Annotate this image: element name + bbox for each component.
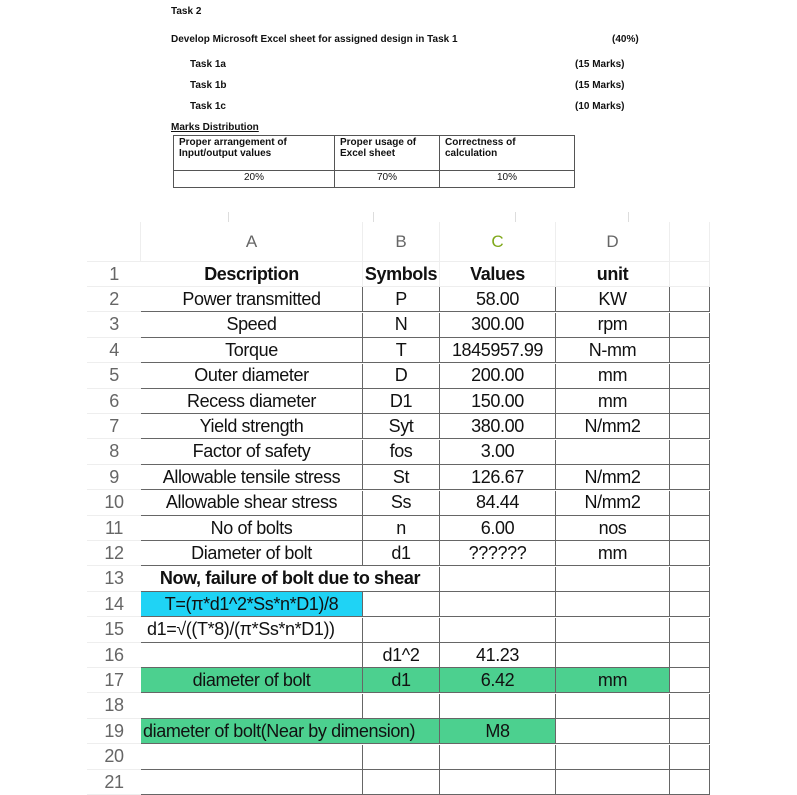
cell-a2[interactable]: Power transmitted bbox=[141, 287, 363, 312]
cell-c21[interactable] bbox=[440, 770, 556, 795]
cell-a10[interactable]: Allowable shear stress bbox=[141, 491, 363, 516]
table-row bbox=[87, 516, 797, 541]
cell-c17[interactable]: 6.42 bbox=[440, 668, 556, 693]
cell-a20[interactable] bbox=[141, 745, 363, 770]
cell-c9[interactable]: 126.67 bbox=[440, 465, 556, 490]
table-row bbox=[87, 414, 797, 439]
cell-a17[interactable]: diameter of bolt bbox=[141, 668, 363, 693]
cell-b1[interactable]: Symbols bbox=[363, 262, 440, 287]
column-header-b[interactable]: B bbox=[363, 222, 440, 262]
table-row bbox=[87, 668, 797, 693]
divider bbox=[628, 212, 629, 222]
cell-d10[interactable]: N/mm2 bbox=[556, 491, 670, 516]
cell-c5[interactable]: 200.00 bbox=[440, 364, 556, 389]
cell-b21[interactable] bbox=[363, 770, 440, 795]
cell-e4[interactable] bbox=[670, 338, 710, 363]
cell-d21[interactable] bbox=[556, 770, 670, 795]
cell-e21[interactable] bbox=[670, 770, 710, 795]
cell-c10[interactable]: 84.44 bbox=[440, 491, 556, 516]
divider bbox=[228, 212, 229, 222]
row-header[interactable]: 6 bbox=[87, 389, 141, 414]
row-header[interactable]: 13 bbox=[87, 567, 141, 592]
marks-header: Correctness of calculation bbox=[440, 136, 575, 171]
cell-e5[interactable] bbox=[670, 364, 710, 389]
cell-d18[interactable] bbox=[556, 694, 670, 719]
cell-d5[interactable]: mm bbox=[556, 364, 670, 389]
cell-e10[interactable] bbox=[670, 491, 710, 516]
cell-d1[interactable]: unit bbox=[556, 262, 670, 287]
table-row bbox=[87, 313, 797, 338]
column-header-e[interactable] bbox=[670, 222, 710, 262]
cell-c6[interactable]: 150.00 bbox=[440, 389, 556, 414]
cell-a21[interactable] bbox=[141, 770, 363, 795]
cell-b4[interactable]: T bbox=[363, 338, 440, 363]
cell-e8[interactable] bbox=[670, 440, 710, 465]
cell-c1[interactable]: Values bbox=[440, 262, 556, 287]
cell-b12[interactable]: d1 bbox=[363, 541, 440, 566]
marks-header: Proper usage of Excel sheet bbox=[335, 136, 440, 171]
row-header[interactable]: 9 bbox=[87, 465, 141, 490]
cell-a3[interactable]: Speed bbox=[141, 313, 363, 338]
cell-a9[interactable]: Allowable tensile stress bbox=[141, 465, 363, 490]
cell-c12[interactable]: ?????? bbox=[440, 541, 556, 566]
marks-distribution-table bbox=[173, 135, 575, 188]
row-header[interactable]: 17 bbox=[87, 668, 141, 693]
column-header-a[interactable]: A bbox=[141, 222, 363, 262]
subtask-marks: (15 Marks) bbox=[575, 80, 625, 91]
cell-d20[interactable] bbox=[556, 745, 670, 770]
row-header[interactable]: 12 bbox=[87, 541, 141, 566]
cell-c18[interactable] bbox=[440, 694, 556, 719]
table-row bbox=[87, 364, 797, 389]
cell-e2[interactable] bbox=[670, 287, 710, 312]
marks-header: Proper arrangement of Input/output values bbox=[174, 136, 335, 171]
cell-d15[interactable] bbox=[556, 618, 670, 643]
row-header[interactable]: 19 bbox=[87, 719, 141, 744]
cell-b10[interactable]: Ss bbox=[363, 491, 440, 516]
cell-b7[interactable]: Syt bbox=[363, 414, 440, 439]
table-row bbox=[87, 694, 797, 719]
cell-b14[interactable] bbox=[363, 592, 440, 617]
subtask-label: Task 1c bbox=[190, 101, 226, 112]
cell-d6[interactable]: mm bbox=[556, 389, 670, 414]
marks-value: 20% bbox=[174, 171, 335, 188]
cell-b2[interactable]: P bbox=[363, 287, 440, 312]
cell-e18[interactable] bbox=[670, 694, 710, 719]
table-row bbox=[87, 719, 797, 744]
row-header[interactable]: 18 bbox=[87, 694, 141, 719]
subtask-label: Task 1a bbox=[190, 59, 226, 70]
table-row bbox=[87, 389, 797, 414]
marks-value: 70% bbox=[335, 171, 440, 188]
row-header[interactable]: 1 bbox=[87, 262, 141, 287]
cell-a12[interactable]: Diameter of bolt bbox=[141, 541, 363, 566]
cell-d3[interactable]: rpm bbox=[556, 313, 670, 338]
cell-b5[interactable]: D bbox=[363, 364, 440, 389]
cell-b11[interactable]: n bbox=[363, 516, 440, 541]
cell-d4[interactable]: N-mm bbox=[556, 338, 670, 363]
row-header[interactable]: 2 bbox=[87, 287, 141, 312]
divider bbox=[515, 212, 516, 222]
row-header[interactable]: 16 bbox=[87, 643, 141, 668]
cell-a13[interactable]: Now, failure of bolt due to shear bbox=[141, 567, 440, 592]
cell-a4[interactable]: Torque bbox=[141, 338, 363, 363]
cell-c19[interactable]: M8 bbox=[440, 719, 556, 744]
table-row bbox=[87, 541, 797, 566]
table-row bbox=[87, 440, 797, 465]
cell-b17[interactable]: d1 bbox=[363, 668, 440, 693]
cell-e12[interactable] bbox=[670, 541, 710, 566]
cell-a7[interactable]: Yield strength bbox=[141, 414, 363, 439]
cell-c7[interactable]: 380.00 bbox=[440, 414, 556, 439]
cell-b9[interactable]: St bbox=[363, 465, 440, 490]
row-header[interactable]: 5 bbox=[87, 364, 141, 389]
cell-a5[interactable]: Outer diameter bbox=[141, 364, 363, 389]
cell-d16[interactable] bbox=[556, 643, 670, 668]
cell-c11[interactable]: 6.00 bbox=[440, 516, 556, 541]
column-header-d[interactable]: D bbox=[556, 222, 670, 262]
cell-c13[interactable] bbox=[440, 567, 556, 592]
cell-a18[interactable] bbox=[141, 694, 363, 719]
cell-d8[interactable] bbox=[556, 440, 670, 465]
cell-b3[interactable]: N bbox=[363, 313, 440, 338]
cell-a16[interactable] bbox=[141, 643, 363, 668]
cell-e3[interactable] bbox=[670, 313, 710, 338]
cell-d9[interactable]: N/mm2 bbox=[556, 465, 670, 490]
cell-b15[interactable] bbox=[363, 618, 440, 643]
table-row bbox=[87, 491, 797, 516]
cell-b18[interactable] bbox=[363, 694, 440, 719]
cell-e9[interactable] bbox=[670, 465, 710, 490]
subtask-marks: (15 Marks) bbox=[575, 59, 625, 70]
table-row bbox=[87, 465, 797, 490]
cell-a19[interactable]: diameter of bolt(Near by dimension) bbox=[141, 719, 440, 744]
table-row bbox=[87, 287, 797, 312]
cell-b20[interactable] bbox=[363, 745, 440, 770]
cell-c14[interactable] bbox=[440, 592, 556, 617]
subtask-marks: (10 Marks) bbox=[575, 101, 625, 112]
cell-c15[interactable] bbox=[440, 618, 556, 643]
cell-c4[interactable]: 1845957.99 bbox=[440, 338, 556, 363]
cell-a15[interactable]: d1=√((T*8)/(π*Ss*n*D1)) bbox=[141, 618, 363, 643]
marks-value: 10% bbox=[440, 171, 575, 188]
select-all-corner[interactable] bbox=[87, 222, 141, 262]
cell-e13[interactable] bbox=[670, 567, 710, 592]
table-row bbox=[87, 770, 797, 795]
table-row bbox=[87, 262, 797, 287]
cell-b8[interactable]: fos bbox=[363, 440, 440, 465]
cell-e15[interactable] bbox=[670, 618, 710, 643]
row-header[interactable]: 14 bbox=[87, 592, 141, 617]
row-header[interactable]: 10 bbox=[87, 491, 141, 516]
cell-d17[interactable]: mm bbox=[556, 668, 670, 693]
row-header[interactable]: 11 bbox=[87, 516, 141, 541]
cell-d11[interactable]: nos bbox=[556, 516, 670, 541]
cell-e14[interactable] bbox=[670, 592, 710, 617]
cell-e6[interactable] bbox=[670, 389, 710, 414]
task-description: Develop Microsoft Excel sheet for assigned design in Task 1 bbox=[171, 34, 458, 45]
cell-d19[interactable] bbox=[556, 719, 670, 744]
row-header[interactable]: 3 bbox=[87, 313, 141, 338]
task-title: Task 2 bbox=[171, 6, 202, 17]
table-row bbox=[87, 592, 797, 617]
row-header[interactable]: 15 bbox=[87, 618, 141, 643]
cell-c16[interactable]: 41.23 bbox=[440, 643, 556, 668]
cell-e19[interactable] bbox=[670, 719, 710, 744]
cell-c20[interactable] bbox=[440, 745, 556, 770]
cell-d14[interactable] bbox=[556, 592, 670, 617]
row-header[interactable]: 7 bbox=[87, 414, 141, 439]
cell-e20[interactable] bbox=[670, 745, 710, 770]
cell-a8[interactable]: Factor of safety bbox=[141, 440, 363, 465]
cell-c2[interactable]: 58.00 bbox=[440, 287, 556, 312]
cell-d2[interactable]: KW bbox=[556, 287, 670, 312]
row-header[interactable]: 21 bbox=[87, 770, 141, 795]
cell-e11[interactable] bbox=[670, 516, 710, 541]
marks-distribution-label: Marks Distribution bbox=[171, 122, 259, 133]
table-row bbox=[87, 338, 797, 363]
table-row bbox=[87, 567, 797, 592]
cell-e7[interactable] bbox=[670, 414, 710, 439]
table-row bbox=[87, 745, 797, 770]
cell-e1[interactable] bbox=[670, 262, 710, 287]
row-header[interactable]: 20 bbox=[87, 745, 141, 770]
cell-b6[interactable]: D1 bbox=[363, 389, 440, 414]
row-header[interactable]: 8 bbox=[87, 440, 141, 465]
cell-c8[interactable]: 3.00 bbox=[440, 440, 556, 465]
table-row bbox=[87, 643, 797, 668]
cell-a11[interactable]: No of bolts bbox=[141, 516, 363, 541]
row-header[interactable]: 4 bbox=[87, 338, 141, 363]
cell-a6[interactable]: Recess diameter bbox=[141, 389, 363, 414]
cell-e17[interactable] bbox=[670, 668, 710, 693]
cell-d12[interactable]: mm bbox=[556, 541, 670, 566]
subtask-label: Task 1b bbox=[190, 80, 227, 91]
cell-c3[interactable]: 300.00 bbox=[440, 313, 556, 338]
cell-b16[interactable]: d1^2 bbox=[363, 643, 440, 668]
column-header-c[interactable]: C bbox=[440, 222, 556, 262]
task-percent: (40%) bbox=[612, 34, 639, 45]
cell-d7[interactable]: N/mm2 bbox=[556, 414, 670, 439]
cell-e16[interactable] bbox=[670, 643, 710, 668]
table-row bbox=[87, 618, 797, 643]
cell-a1[interactable]: Description bbox=[141, 262, 363, 287]
divider bbox=[373, 212, 374, 222]
cell-a14[interactable]: T=(π*d1^2*Ss*n*D1)/8 bbox=[141, 592, 363, 617]
cell-d13[interactable] bbox=[556, 567, 670, 592]
